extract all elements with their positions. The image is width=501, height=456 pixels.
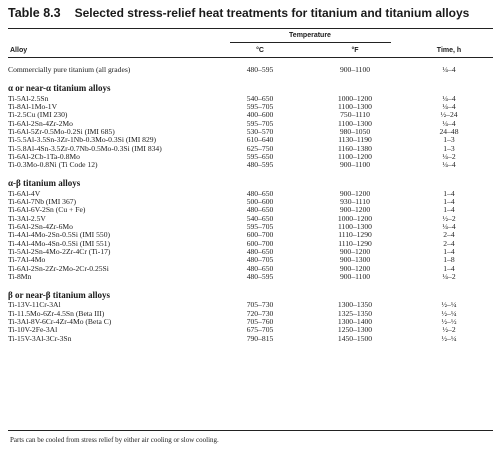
celsius-cell: 595–705 xyxy=(246,221,274,231)
time-cell: ¼–2 xyxy=(442,272,456,282)
alloy-cell: Ti-4Al-4Mo-2Sn-0.5Si (IMI 550) xyxy=(8,230,111,240)
celsius-cell: 600–700 xyxy=(246,238,274,248)
spacer-cell xyxy=(390,189,405,197)
spacer-cell xyxy=(290,111,320,119)
spacer-cell xyxy=(290,326,320,334)
alloy-cell: Ti-15V-3Al-3Cr-3Sn xyxy=(8,333,72,343)
spacer-cell xyxy=(390,318,405,326)
spacer-cell xyxy=(390,103,405,111)
fahrenheit-cell: 900–1200 xyxy=(339,263,371,273)
fahrenheit-cell: 1100–1300 xyxy=(338,101,372,111)
spacer-cell xyxy=(390,310,405,318)
alloy-cell: Ti-8Mn xyxy=(8,272,32,282)
time-cell: 1–8 xyxy=(443,255,455,265)
table-caption: Selected stress-relief heat treatments for titanium and titanium alloys xyxy=(74,6,470,20)
alloy-cell: Ti-7Al-4Mo xyxy=(8,255,46,265)
time-cell: 2–4 xyxy=(443,238,455,248)
time-header: Time, h xyxy=(436,47,462,54)
time-cell: ½–½ xyxy=(441,317,457,327)
alloy-cell: Ti-8Al-1Mo-1V xyxy=(8,101,58,111)
celsius-cell: 540–650 xyxy=(246,93,274,103)
alloy-cell: Ti-6Al-5Zr-0.5Mo-0.2Si (IMI 685) xyxy=(8,126,115,136)
spacer-cell xyxy=(390,144,405,152)
group-header-row xyxy=(8,78,493,94)
group-title: α-β titanium alloys xyxy=(8,178,81,189)
time-cell: 1–4 xyxy=(443,263,455,273)
spacer-cell xyxy=(390,214,405,222)
spacer-cell xyxy=(390,223,405,231)
celsius-cell: 610–640 xyxy=(246,135,274,145)
fahrenheit-cell: 1100–1200 xyxy=(338,151,372,161)
spacer-cell xyxy=(290,248,320,256)
spacer-cell xyxy=(390,66,405,74)
time-cell: ½–2 xyxy=(442,213,456,223)
fahrenheit-cell: 1250–1300 xyxy=(337,325,373,335)
spacer-cell xyxy=(290,119,320,127)
fahrenheit-cell: 900–1200 xyxy=(339,188,371,198)
celsius-cell: 595–705 xyxy=(246,101,274,111)
spacer-cell xyxy=(290,310,320,318)
fahrenheit-cell: 1100–1300 xyxy=(338,221,372,231)
spacer-cell xyxy=(390,335,405,343)
time-cell: ½–24 xyxy=(440,110,458,120)
alloy-cell: Ti-6Al-6V-2Sn (Cu + Fe) xyxy=(8,205,86,215)
header-rule xyxy=(8,57,493,58)
time-cell: 1–3 xyxy=(443,143,455,153)
time-cell: ¼–2 xyxy=(442,151,456,161)
fahrenheit-cell: 1160–1380 xyxy=(338,143,372,153)
fahrenheit-cell: 1000–1200 xyxy=(337,213,373,223)
celsius-cell: 705–760 xyxy=(246,317,274,327)
celsius-cell: 530–570 xyxy=(246,126,274,136)
alloy-cell: Ti-10V-2Fe-3Al xyxy=(8,325,58,335)
fahrenheit-cell: 900–1200 xyxy=(339,205,371,215)
spacer-cell xyxy=(290,189,320,197)
celsius-cell: 705–730 xyxy=(246,300,274,310)
alloy-cell: Ti-6Al-2Cb-1Ta-0.8Mo xyxy=(8,151,80,161)
alloy-cell: Ti-5.5Al-3.5Sn-3Zr-1Nb-0.3Mo-0.3Si (IMI 829) xyxy=(8,135,157,145)
alloy-cell: Ti-3Al-2.5V xyxy=(8,213,46,223)
fahrenheit-header: °F xyxy=(351,47,359,54)
fahrenheit-cell: 1300–1400 xyxy=(337,317,373,327)
celsius-cell: 400–600 xyxy=(246,110,274,120)
fahrenheit-cell: 1450–1500 xyxy=(337,333,373,343)
spacer-cell xyxy=(390,128,405,136)
time-cell: ½–¼ xyxy=(441,300,457,310)
fahrenheit-cell: 1300–1350 xyxy=(337,300,373,310)
time-cell: ¼–4 xyxy=(442,160,456,170)
time-cell: 1–3 xyxy=(443,135,455,145)
celsius-cell: 480–650 xyxy=(246,188,274,198)
spacer-cell xyxy=(290,66,320,74)
spacer-cell xyxy=(290,240,320,248)
table-row xyxy=(8,66,493,74)
alloy-cell: Commercially pure titanium (all grades) xyxy=(8,65,131,75)
fahrenheit-cell: 900–1100 xyxy=(339,160,371,170)
spacer-cell xyxy=(290,206,320,214)
alloy-cell: Ti-13V-11Cr-3Al xyxy=(8,300,61,310)
spacer-cell xyxy=(390,256,405,264)
time-cell: ¼–4 xyxy=(442,65,456,75)
time-cell: ½–¼ xyxy=(441,333,457,343)
spacer-cell xyxy=(290,198,320,206)
celsius-cell: 480–595 xyxy=(246,65,274,75)
celsius-cell: 600–700 xyxy=(246,230,274,240)
group-title: β or near-β titanium alloys xyxy=(8,290,110,301)
spacer-cell xyxy=(390,265,405,273)
time-cell: 1–4 xyxy=(443,188,455,198)
spacer-cell xyxy=(290,144,320,152)
alloy-cell: Ti-6Al-7Nb (IMI 367) xyxy=(8,196,77,206)
time-cell: 24–48 xyxy=(439,126,459,136)
stress-relief-table xyxy=(8,66,493,343)
fahrenheit-cell: 900–1100 xyxy=(339,65,371,75)
spacer-cell xyxy=(290,136,320,144)
celsius-cell: 480–705 xyxy=(246,255,274,265)
spacer-cell xyxy=(390,153,405,161)
spacer-cell xyxy=(290,335,320,343)
time-cell: ¼–4 xyxy=(442,221,456,231)
group-header-row xyxy=(8,173,493,189)
group-title: α or near-α titanium alloys xyxy=(8,83,111,94)
fahrenheit-cell: 1130–1190 xyxy=(338,135,372,145)
fahrenheit-cell: 980–1050 xyxy=(339,126,371,136)
time-cell: ¼–4 xyxy=(442,118,456,128)
spacer-cell xyxy=(390,111,405,119)
time-cell: ½–2 xyxy=(442,325,456,335)
celsius-cell: 480–650 xyxy=(246,205,274,215)
celsius-cell: 720–730 xyxy=(246,308,274,318)
spacer-cell xyxy=(390,136,405,144)
celsius-cell: 480–595 xyxy=(246,160,274,170)
time-cell: ¼–4 xyxy=(442,93,456,103)
top-rule xyxy=(8,28,493,29)
footnote: Parts can be cooled from stress relief by either air cooling or slow cooling. xyxy=(10,436,219,444)
alloy-cell: Ti-6Al-2Sn-4Zr-2Mo xyxy=(8,118,73,128)
celsius-cell: 595–705 xyxy=(246,118,274,128)
fahrenheit-cell: 750–1110 xyxy=(340,110,370,120)
celsius-cell: 480–650 xyxy=(246,263,274,273)
spacer-cell xyxy=(390,273,405,281)
table-number: Table 8.3 xyxy=(8,6,61,20)
alloy-cell: Ti-5.8Al-4Sn-3.5Zr-0.7Nb-0.5Mo-0.3Si (IMI 834) xyxy=(8,143,162,153)
celsius-cell: 480–595 xyxy=(246,272,274,282)
fahrenheit-cell: 1325–1350 xyxy=(337,308,373,318)
fahrenheit-cell: 930–1110 xyxy=(340,196,370,206)
spacer-cell xyxy=(290,318,320,326)
alloy-cell: Ti-6Al-2Sn-2Zr-2Mo-2Cr-0.25Si xyxy=(8,263,109,273)
fahrenheit-cell: 1100–1300 xyxy=(338,118,372,128)
alloy-cell: Ti-11.5Mo-6Zr-4.5Sn (Beta III) xyxy=(8,308,105,318)
table-title xyxy=(8,4,493,24)
spacer-cell xyxy=(390,206,405,214)
alloy-cell: Ti-6Al-2Sn-4Zr-6Mo xyxy=(8,221,73,231)
spacer-cell xyxy=(290,265,320,273)
spacer-cell xyxy=(390,240,405,248)
time-cell: ¼–4 xyxy=(442,101,456,111)
spacer-cell xyxy=(290,223,320,231)
fahrenheit-cell: 1110–1290 xyxy=(338,238,372,248)
spacer-cell xyxy=(390,94,405,102)
spacer-cell xyxy=(290,256,320,264)
alloy-cell: Ti-5Al-2.5Sn xyxy=(8,93,49,103)
alloy-cell: Ti-0.3Mo-0.8Ni (Ti Code 12) xyxy=(8,160,98,170)
temperature-rule xyxy=(230,42,391,43)
spacer-cell xyxy=(290,301,320,309)
spacer-cell xyxy=(390,231,405,239)
celsius-cell: 500–600 xyxy=(246,196,274,206)
fahrenheit-cell: 900–1200 xyxy=(339,247,371,257)
temperature-header: Temperature xyxy=(289,32,331,39)
celsius-cell: 595–650 xyxy=(246,151,274,161)
spacer-cell xyxy=(390,198,405,206)
spacer-cell xyxy=(390,326,405,334)
time-cell: 1–4 xyxy=(443,247,455,257)
alloy-cell: Ti-5Al-2Sn-4Mo-2Zr-4Cr (Ti-17) xyxy=(8,247,111,257)
alloy-cell: Ti-4Al-4Mo-4Sn-0.5Si (IMI 551) xyxy=(8,238,111,248)
spacer-cell xyxy=(290,214,320,222)
spacer-cell xyxy=(290,273,320,281)
bottom-rule xyxy=(8,430,493,431)
celsius-header: °C xyxy=(256,47,264,54)
alloy-cell: Ti-3Al-8V-6Cr-4Zr-4Mo (Beta C) xyxy=(8,317,112,327)
group-header-row xyxy=(8,285,493,301)
alloy-header: Alloy xyxy=(10,47,28,54)
spacer-cell xyxy=(390,119,405,127)
fahrenheit-cell: 1000–1200 xyxy=(337,93,373,103)
celsius-cell: 625–750 xyxy=(246,143,274,153)
table-row xyxy=(8,161,493,169)
spacer-cell xyxy=(290,103,320,111)
celsius-cell: 540–650 xyxy=(246,213,274,223)
time-cell: 1–4 xyxy=(443,196,455,206)
spacer-cell xyxy=(390,301,405,309)
spacer-cell xyxy=(290,153,320,161)
celsius-cell: 675–705 xyxy=(246,325,274,335)
time-cell: ½–¼ xyxy=(441,308,457,318)
time-cell: 1–4 xyxy=(443,205,455,215)
table-row xyxy=(8,335,493,343)
spacer-cell xyxy=(290,128,320,136)
alloy-cell: Ti-2.5Cu (IMI 230) xyxy=(8,110,68,120)
time-cell: 2–4 xyxy=(443,230,455,240)
fahrenheit-cell: 900–1100 xyxy=(339,272,371,282)
celsius-cell: 480–650 xyxy=(246,247,274,257)
alloy-cell: Ti-6Al-4V xyxy=(8,188,41,198)
spacer-cell xyxy=(390,248,405,256)
table-row xyxy=(8,273,493,281)
spacer-cell xyxy=(290,161,320,169)
spacer-cell xyxy=(290,94,320,102)
spacer-cell xyxy=(390,161,405,169)
celsius-cell: 790–815 xyxy=(246,333,274,343)
fahrenheit-cell: 900–1300 xyxy=(339,255,371,265)
spacer-cell xyxy=(290,231,320,239)
fahrenheit-cell: 1110–1290 xyxy=(338,230,372,240)
